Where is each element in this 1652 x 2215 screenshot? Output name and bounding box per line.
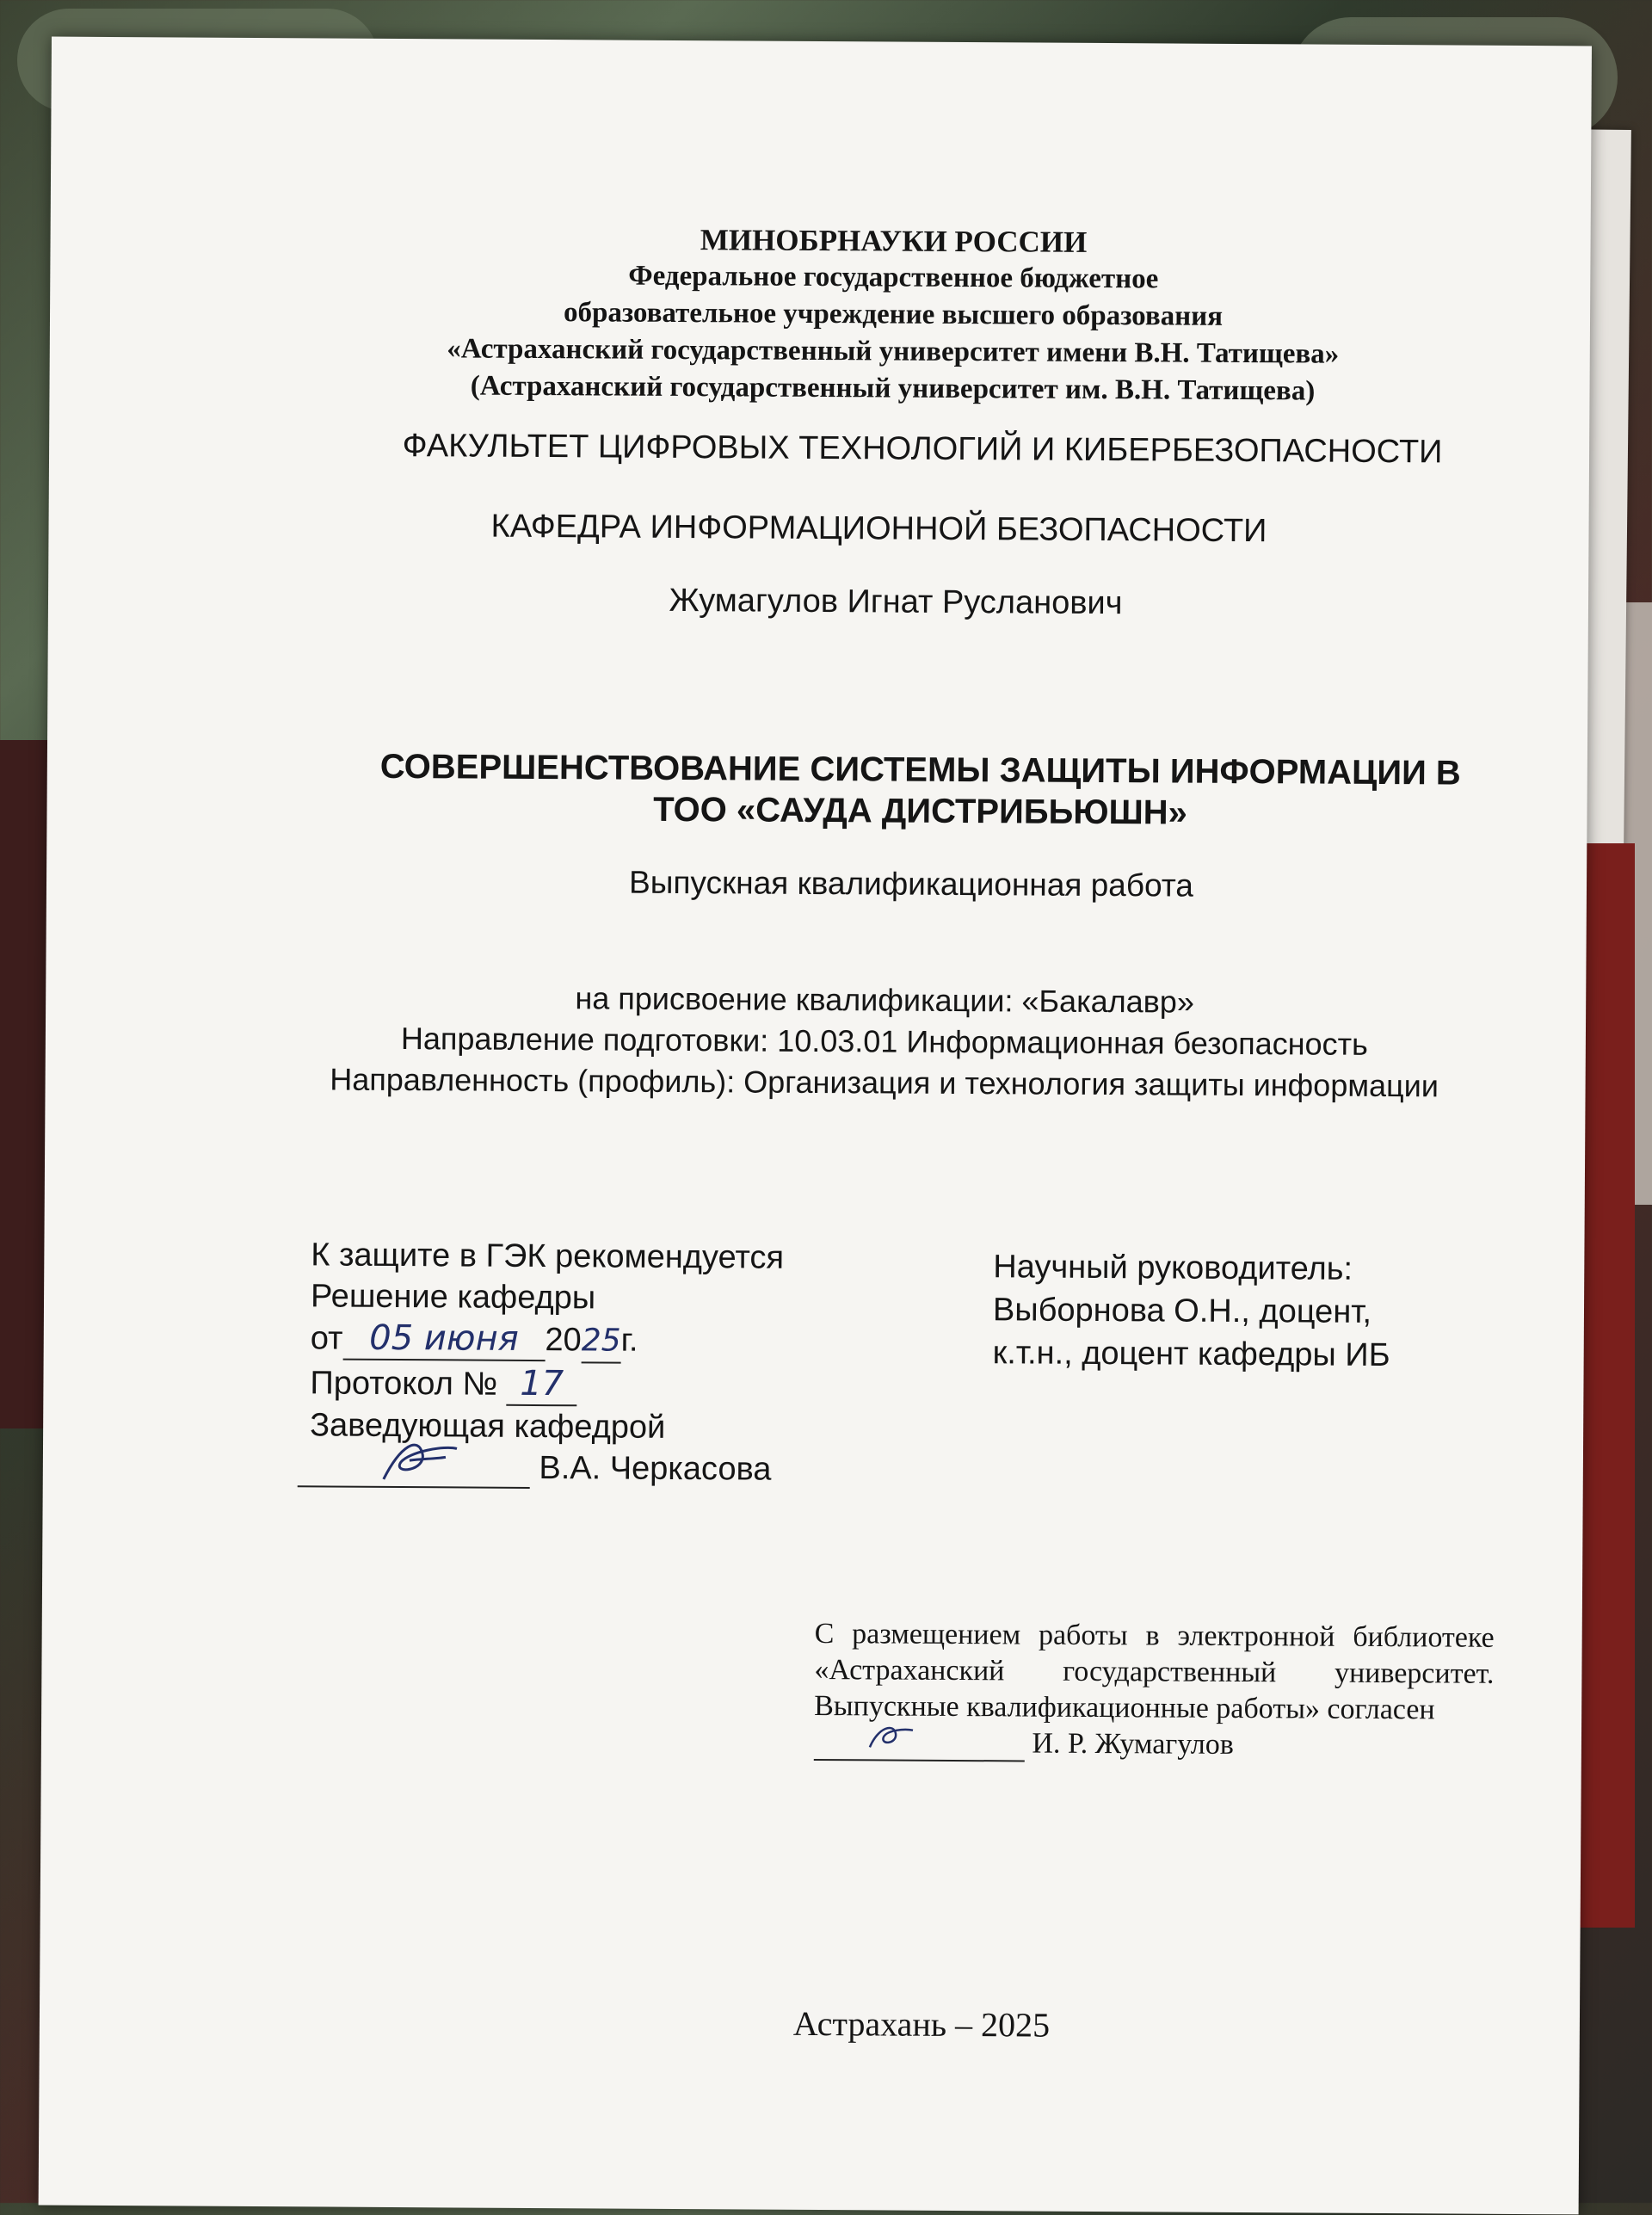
head-signature-line: [298, 1446, 783, 1490]
supervisor-title: к.т.н., доцент кафедры ИБ: [992, 1335, 1390, 1374]
profile-line: Направленность (профиль): Организация и технология защиты информации: [330, 1061, 1439, 1104]
approval-block: [310, 1234, 784, 1490]
thesis-title-line-2: ТОО «САУДА ДИСТРИБЬЮШН»: [653, 790, 1188, 832]
city-year: Астрахань – 2025: [792, 2003, 1051, 2045]
faculty-name: ФАКУЛЬТЕТ ЦИФРОВЫХ ТЕХНОЛОГИЙ И КИБЕРБЕЗОПАСНОСТИ: [402, 428, 1443, 471]
supervisor-name: Выборнова О.Н., доцент,: [992, 1292, 1372, 1330]
ministry-name: МИНОБРНАУКИ РОССИИ: [700, 223, 1088, 259]
work-type: Выпускная квалификационная работа: [629, 864, 1194, 904]
department-name: КАФЕДРА ИНФОРМАЦИОННОЙ БЕЗОПАСНОСТИ: [490, 508, 1267, 550]
thesis-title: [158, 744, 1652, 836]
year-suffix: г.: [620, 1322, 638, 1359]
protocol-label: Протокол №: [310, 1365, 498, 1403]
institution-line-2: образовательное учреждение высшего образования: [563, 297, 1224, 332]
handwritten-year: 25: [582, 1320, 621, 1363]
consent-text: С размещением работы в электронной библиотеке «Астраханский государственный университет. Выпускные квалификационные работы» согласен: [814, 1617, 1495, 1726]
institution-line-3: «Астраханский государственный университет имени В.Н. Татищева»: [447, 333, 1340, 370]
decision-date: [311, 1317, 784, 1364]
institution-header: [126, 218, 1652, 412]
direction-line: Направление подготовки: 10.03.01 Информационная безопасность: [400, 1021, 1368, 1062]
handwritten-date: 05 июня: [342, 1317, 545, 1361]
institution-line-4: (Астраханский государственный университет им. В.Н. Татищева): [470, 370, 1316, 407]
decision-text: Решение кафедры: [310, 1278, 596, 1317]
student-signature: [814, 1728, 1025, 1762]
institution-line-1: Федеральное государственное бюджетное: [628, 260, 1159, 295]
student-name: Жумагулов Игнат Русланович: [669, 582, 1123, 622]
consent-name: И. Р. Жумагулов: [1032, 1727, 1234, 1761]
head-signature: [298, 1447, 530, 1489]
qualification-line: на присвоение квалификации: «Бакалавр»: [575, 980, 1195, 1020]
thesis-title-line-1: СОВЕРШЕНСТВОВАНИЕ СИСТЕМЫ ЗАЩИТЫ ИНФОРМАЦИИ В: [379, 747, 1461, 793]
recommend-text: К защите в ГЭК рекомендуется: [311, 1237, 785, 1276]
library-consent: [814, 1616, 1495, 1765]
title-page: [39, 37, 1592, 2215]
consent-signature-line: [814, 1724, 1494, 1765]
handwritten-protocol-number: 17: [507, 1363, 577, 1407]
signature-scribble-icon: [861, 1719, 930, 1754]
signature-scribble-icon: [375, 1436, 478, 1489]
head-name: В.А. Черкасова: [539, 1450, 772, 1488]
head-label: Заведующая кафедрой: [310, 1407, 666, 1446]
protocol-line: [310, 1361, 783, 1407]
supervisor-block: [993, 1245, 1391, 1377]
supervisor-label: Научный руководитель:: [993, 1249, 1353, 1287]
qualification-block: [122, 975, 1646, 1108]
date-prefix: от: [310, 1320, 343, 1357]
year-prefix: 20: [545, 1322, 582, 1359]
